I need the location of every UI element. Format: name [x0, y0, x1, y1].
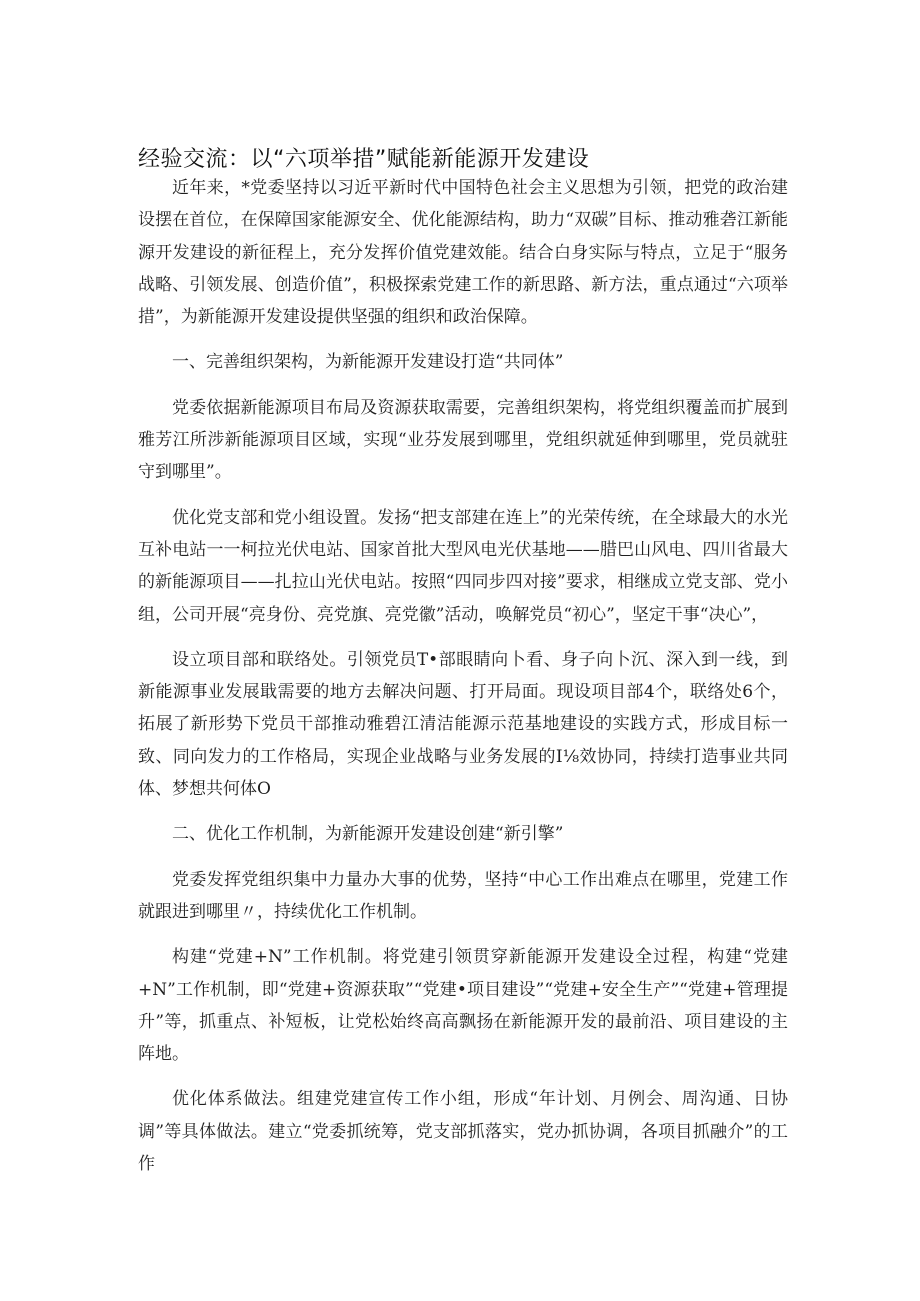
paragraph: 党委发挥党组织集中力量办大事的优势，坚持“中心工作出难点在哪里，党建工作就跟进到哪里〃，持续优化工作机制。 [138, 869, 788, 922]
section-heading-1: 一、完善组织架构，为新能源开发建设打造“共同体” [172, 352, 564, 373]
paragraph: 优化党支部和党小组设置。发扬“把支部建在连上”的光荣传统，在全球最大的水光互补电站一一柯拉光伏电站、国家首批大型风电光伏基地——腊巴山风电、四川省最大的新能源项目——扎拉山光伏电站。按照“四同步四对接”要求，相继成立党支部、党小组，公司开展“亮身份、亮党旗、亮党徽”活动，唤解党员“初心”，坚定干事“决心”， [138, 507, 788, 625]
paragraph: 设立项目部和联络处。引领党员T•部眼睛向卜看、身子向卜沉、深入到一线，到新能源事业发展戢需要的地方去解决问题、打开局面。现设项目部4个，联络处6个，拓展了新形势下党员干部推动雅碧江清洁能源示范基地建设的实践方式，形成目标一致、同向发力的工作格局，实现企业战略与业务发展的I⅛效协同，持续打造事业共同体、梦想共何体O [138, 649, 788, 800]
document-body [138, 172, 788, 1193]
paragraph-intro: 近年来，*党委坚持以习近平新时代中国特色社会主义思想为引领，把党的政治建设摆在首位，在保障国家能源安全、优化能源结构，助力“双碳”目标、推动雅砻江新能源开发建设的新征程上，充分发挥价值党建效能。结合白身实际与特点，立足于“服务战略、引领发展、创造价值”，积极探索党建工作的新思路、新方法，重点通过“六项举措”，为新能源开发建设提供坚强的组织和政治保障。 [138, 178, 788, 328]
section-heading-2: 二、优化工作机制，为新能源开发建设创建“新引擎” [172, 824, 564, 845]
paragraph: 党委依据新能源项目布局及资源获取需要，完善组织架构，将党组织覆盖而扩展到雅芳江所涉新能源项目区域，实现“业芬发展到哪里，党组织就延伸到哪里，党员就驻守到哪里”。 [138, 397, 788, 483]
paragraph: 构建“党建+N”工作机制。将党建引领贯穿新能源开发建设全过程，构建“党建+N”工作机制，即“党建+资源获取”“党建•项目建设”“党建+安全生产”“党建+管理提升”等，抓重点、补短板，让党松始终高高飘扬在新能源开发的最前沿、项目建设的主阵地。 [138, 947, 788, 1065]
paragraph: 优化体系做法。组建党建宣传工作小组，形成“年计划、月例会、周沟通、日协调”等具体做法。建立“党委抓统筹，党支部抓落实，党办抓协调，各项目抓融介”的工作 [138, 1089, 788, 1175]
document-title: 经验交流：以“六项举措”赋能新能源开发建设 [138, 147, 590, 172]
